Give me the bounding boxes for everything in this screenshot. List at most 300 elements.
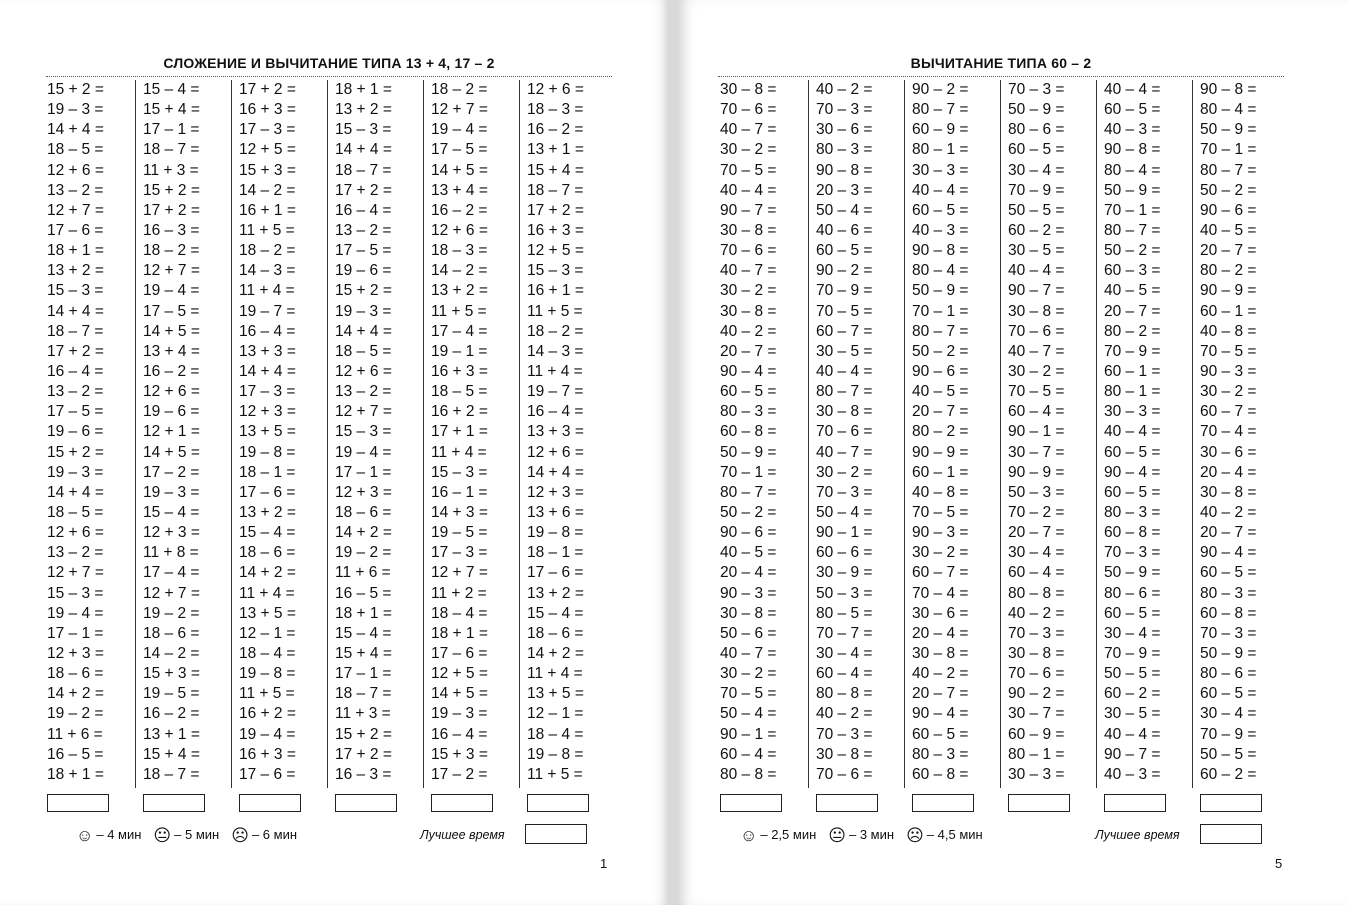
math-problem: 80 – 6 = bbox=[1200, 665, 1257, 683]
math-problem: 14 + 5 = bbox=[143, 443, 200, 461]
column-divider bbox=[231, 80, 232, 788]
math-problem: 50 – 9 = bbox=[1200, 644, 1257, 662]
math-problem: 12 + 3 = bbox=[239, 403, 296, 421]
math-problem: 50 – 5 = bbox=[1200, 745, 1257, 763]
math-problem: 18 + 1 = bbox=[335, 604, 392, 622]
math-problem: 30 – 8 = bbox=[816, 745, 873, 763]
math-problem: 12 + 6 = bbox=[335, 362, 392, 380]
math-problem: 20 – 7 = bbox=[1200, 524, 1257, 542]
math-problem: 19 – 3 = bbox=[335, 302, 392, 320]
math-problem: 90 – 8 = bbox=[1104, 141, 1161, 159]
math-problem: 80 – 7 = bbox=[912, 322, 969, 340]
math-problem: 50 – 2 = bbox=[720, 503, 777, 521]
math-problem: 12 + 6 = bbox=[527, 443, 584, 461]
math-problem: 30 – 9 = bbox=[816, 564, 873, 582]
math-problem: 17 – 6 = bbox=[431, 644, 488, 662]
math-problem: 16 – 2 = bbox=[143, 362, 200, 380]
math-problem: 70 – 9 = bbox=[1104, 644, 1161, 662]
math-problem: 40 – 2 = bbox=[720, 322, 777, 340]
math-problem: 11 + 2 = bbox=[431, 584, 487, 602]
math-problem: 16 – 2 = bbox=[431, 201, 488, 219]
math-problem: 14 + 4 = bbox=[239, 362, 296, 380]
problem-column bbox=[1200, 80, 1256, 785]
legend-time: – 4 мин bbox=[96, 827, 142, 842]
math-problem: 30 – 8 = bbox=[720, 604, 777, 622]
math-problem: 30 – 2 = bbox=[720, 141, 777, 159]
math-problem: 70 – 3 = bbox=[816, 725, 873, 743]
math-problem: 13 + 2 = bbox=[431, 282, 488, 300]
time-entry-box[interactable] bbox=[816, 794, 878, 812]
math-problem: 90 – 7 = bbox=[1008, 282, 1065, 300]
math-problem: 80 – 8 = bbox=[816, 685, 873, 703]
math-problem: 60 – 5 = bbox=[912, 725, 969, 743]
math-problem: 40 – 5 = bbox=[720, 544, 777, 562]
math-problem: 13 + 4 = bbox=[143, 342, 200, 360]
math-problem: 16 + 3 = bbox=[431, 362, 488, 380]
math-problem: 30 – 5 = bbox=[1104, 705, 1161, 723]
math-problem: 16 – 4 = bbox=[335, 201, 392, 219]
math-problem: 11 + 4 = bbox=[527, 665, 583, 683]
math-problem: 70 – 5 = bbox=[816, 302, 873, 320]
math-problem: 17 – 2 = bbox=[431, 765, 488, 783]
math-problem: 60 – 4 = bbox=[720, 745, 777, 763]
math-problem: 15 + 4 = bbox=[143, 745, 200, 763]
column-divider bbox=[519, 80, 520, 788]
column-divider bbox=[327, 80, 328, 788]
math-problem: 80 – 7 = bbox=[912, 101, 969, 119]
math-problem: 60 – 4 = bbox=[816, 665, 873, 683]
math-problem: 15 + 2 = bbox=[143, 181, 200, 199]
math-problem: 16 + 3 = bbox=[239, 745, 296, 763]
math-problem: 15 – 3 = bbox=[431, 463, 488, 481]
math-problem: 19 – 8 = bbox=[239, 443, 296, 461]
math-problem: 40 – 5 = bbox=[912, 383, 969, 401]
time-entry-box[interactable] bbox=[912, 794, 974, 812]
time-entry-box[interactable] bbox=[1200, 794, 1262, 812]
math-problem: 80 – 7 = bbox=[1104, 221, 1161, 239]
math-problem: 17 + 2 = bbox=[335, 745, 392, 763]
math-problem: 18 + 1 = bbox=[431, 624, 488, 642]
math-problem: 18 – 7 = bbox=[335, 685, 392, 703]
math-problem: 40 – 7 = bbox=[720, 644, 777, 662]
math-problem: 19 – 4 = bbox=[143, 282, 200, 300]
legend-item bbox=[740, 826, 816, 846]
math-problem: 12 – 1 = bbox=[239, 624, 296, 642]
math-problem: 20 – 7 = bbox=[1200, 242, 1257, 260]
math-problem: 14 – 2 = bbox=[143, 644, 200, 662]
math-problem: 60 – 8 = bbox=[720, 423, 777, 441]
math-problem: 18 – 7 = bbox=[47, 322, 104, 340]
math-problem: 14 + 3 = bbox=[431, 503, 488, 521]
column-divider bbox=[1096, 80, 1097, 788]
math-problem: 15 + 4 = bbox=[527, 161, 584, 179]
math-problem: 19 – 8 = bbox=[239, 665, 296, 683]
math-problem: 70 – 3 = bbox=[1200, 624, 1257, 642]
math-problem: 19 – 2 = bbox=[143, 604, 200, 622]
time-entry-box[interactable] bbox=[47, 794, 109, 812]
math-problem: 70 – 3 = bbox=[1104, 544, 1161, 562]
math-problem: 40 – 3 = bbox=[1104, 765, 1161, 783]
math-problem: 14 + 4 = bbox=[527, 463, 584, 481]
math-problem: 19 – 4 = bbox=[431, 121, 488, 139]
math-problem: 30 – 8 = bbox=[912, 644, 969, 662]
math-problem: 20 – 4 = bbox=[912, 624, 969, 642]
math-problem: 16 – 4 = bbox=[431, 725, 488, 743]
math-problem: 50 – 9 = bbox=[720, 443, 777, 461]
math-problem: 30 – 6 = bbox=[1200, 443, 1257, 461]
math-problem: 17 + 2 = bbox=[47, 342, 104, 360]
problem-column bbox=[816, 80, 872, 785]
math-problem: 17 – 6 = bbox=[527, 564, 584, 582]
math-problem: 70 – 5 = bbox=[1200, 342, 1257, 360]
left-page bbox=[0, 0, 668, 905]
math-problem: 16 + 1 = bbox=[239, 201, 296, 219]
math-problem: 17 – 1 = bbox=[143, 121, 200, 139]
math-problem: 17 – 5 = bbox=[47, 403, 104, 421]
math-problem: 20 – 4 = bbox=[1200, 463, 1257, 481]
math-problem: 15 – 3 = bbox=[527, 262, 584, 280]
math-problem: 19 – 6 = bbox=[143, 403, 200, 421]
time-entry-box[interactable] bbox=[431, 794, 493, 812]
math-problem: 14 + 5 = bbox=[143, 322, 200, 340]
smile-icon: ☺ bbox=[740, 826, 758, 845]
math-problem: 70 – 6 = bbox=[1008, 322, 1065, 340]
page-title: ВЫЧИТАНИЕ ТИПА 60 – 2 bbox=[910, 55, 1092, 71]
math-problem: 18 – 7 = bbox=[143, 765, 200, 783]
problem-column bbox=[431, 80, 488, 785]
math-problem: 13 + 4 = bbox=[431, 181, 488, 199]
math-problem: 18 – 7 = bbox=[143, 141, 200, 159]
math-problem: 11 + 6 = bbox=[335, 564, 391, 582]
math-problem: 60 – 8 = bbox=[912, 765, 969, 783]
page-title: СЛОЖЕНИЕ И ВЫЧИТАНИЕ ТИПА 13 + 4, 17 – 2 bbox=[163, 55, 495, 71]
math-problem: 30 – 4 = bbox=[816, 644, 873, 662]
math-problem: 80 – 8 = bbox=[720, 765, 777, 783]
math-problem: 15 – 3 = bbox=[335, 121, 392, 139]
math-problem: 90 – 4 = bbox=[1200, 544, 1257, 562]
math-problem: 18 – 4 = bbox=[431, 604, 488, 622]
math-problem: 13 – 2 = bbox=[47, 544, 104, 562]
math-problem: 18 – 5 = bbox=[47, 141, 104, 159]
math-problem: 30 – 8 = bbox=[720, 221, 777, 239]
math-problem: 60 – 5 = bbox=[1104, 604, 1161, 622]
math-problem: 19 – 7 = bbox=[527, 383, 584, 401]
math-problem: 60 – 7 = bbox=[816, 322, 873, 340]
math-problem: 50 – 9 = bbox=[1008, 101, 1065, 119]
math-problem: 90 – 7 = bbox=[720, 201, 777, 219]
time-entry-box[interactable] bbox=[527, 794, 589, 812]
math-problem: 16 – 4 = bbox=[527, 403, 584, 421]
column-divider bbox=[135, 80, 136, 788]
math-problem: 19 – 2 = bbox=[47, 705, 104, 723]
math-problem: 16 – 3 = bbox=[143, 221, 200, 239]
column-divider bbox=[423, 80, 424, 788]
math-problem: 15 – 4 = bbox=[527, 604, 584, 622]
math-problem: 50 – 4 = bbox=[816, 201, 873, 219]
math-problem: 13 + 1 = bbox=[143, 725, 200, 743]
math-problem: 20 – 7 = bbox=[912, 685, 969, 703]
math-problem: 19 – 4 = bbox=[47, 604, 104, 622]
math-problem: 15 + 4 = bbox=[143, 101, 200, 119]
math-problem: 19 – 6 = bbox=[47, 423, 104, 441]
best-time-label: Лучшее время bbox=[1095, 828, 1180, 842]
math-problem: 11 + 4 = bbox=[527, 362, 583, 380]
math-problem: 60 – 7 = bbox=[1200, 403, 1257, 421]
math-problem: 12 + 7 = bbox=[143, 262, 200, 280]
math-problem: 90 – 6 = bbox=[720, 524, 777, 542]
math-problem: 14 + 2 = bbox=[47, 685, 104, 703]
math-problem: 18 – 5 = bbox=[47, 503, 104, 521]
math-problem: 30 – 6 = bbox=[912, 604, 969, 622]
math-problem: 17 – 3 = bbox=[431, 544, 488, 562]
math-problem: 14 + 2 = bbox=[335, 524, 392, 542]
math-problem: 70 – 9 = bbox=[1008, 181, 1065, 199]
book-gutter bbox=[668, 0, 678, 905]
math-problem: 18 – 6 = bbox=[527, 624, 584, 642]
legend-time: – 5 мин bbox=[174, 827, 220, 842]
math-problem: 18 – 1 = bbox=[239, 463, 296, 481]
math-problem: 70 – 9 = bbox=[1200, 725, 1257, 743]
math-problem: 60 – 8 = bbox=[1200, 604, 1257, 622]
math-problem: 19 – 5 = bbox=[431, 524, 488, 542]
math-problem: 18 – 2 = bbox=[239, 242, 296, 260]
math-problem: 16 – 2 = bbox=[527, 121, 584, 139]
math-problem: 50 – 9 = bbox=[1200, 121, 1257, 139]
math-problem: 30 – 6 = bbox=[816, 121, 873, 139]
math-problem: 60 – 2 = bbox=[1008, 221, 1065, 239]
math-problem: 18 – 6 = bbox=[47, 665, 104, 683]
time-entry-box[interactable] bbox=[239, 794, 301, 812]
math-problem: 18 – 2 = bbox=[431, 81, 488, 98]
math-problem: 50 – 6 = bbox=[720, 624, 777, 642]
math-problem: 90 – 3 = bbox=[720, 584, 777, 602]
math-problem: 18 + 1 = bbox=[335, 81, 392, 98]
math-problem: 17 – 3 = bbox=[239, 383, 296, 401]
math-problem: 11 + 4 = bbox=[239, 282, 295, 300]
sad-face-icon: ☹ bbox=[906, 826, 924, 845]
math-problem: 15 + 4 = bbox=[335, 644, 392, 662]
math-problem: 60 – 5 = bbox=[720, 383, 777, 401]
math-problem: 16 + 2 = bbox=[239, 705, 296, 723]
math-problem: 70 – 9 = bbox=[816, 282, 873, 300]
legend-item bbox=[231, 826, 297, 846]
math-problem: 12 + 7 = bbox=[47, 201, 104, 219]
math-problem: 19 – 6 = bbox=[335, 262, 392, 280]
math-problem: 80 – 3 = bbox=[720, 403, 777, 421]
math-problem: 12 + 5 = bbox=[527, 242, 584, 260]
math-problem: 70 – 1 = bbox=[720, 463, 777, 481]
math-problem: 12 + 6 = bbox=[143, 383, 200, 401]
math-problem: 11 + 5 = bbox=[431, 302, 487, 320]
math-problem: 70 – 1 = bbox=[1200, 141, 1257, 159]
math-problem: 12 + 5 = bbox=[431, 665, 488, 683]
time-entry-box[interactable] bbox=[720, 794, 782, 812]
math-problem: 30 – 5 = bbox=[1008, 242, 1065, 260]
math-problem: 19 – 5 = bbox=[143, 685, 200, 703]
math-problem: 80 – 7 = bbox=[816, 383, 873, 401]
math-problem: 17 – 1 = bbox=[47, 624, 104, 642]
math-problem: 11 + 4 = bbox=[431, 443, 487, 461]
math-problem: 12 + 3 = bbox=[527, 483, 584, 501]
math-problem: 60 – 6 = bbox=[816, 544, 873, 562]
math-problem: 40 – 3 = bbox=[912, 221, 969, 239]
math-problem: 12 + 1 = bbox=[143, 423, 200, 441]
math-problem: 30 – 7 = bbox=[1008, 443, 1065, 461]
math-problem: 13 – 2 = bbox=[47, 383, 104, 401]
math-problem: 14 + 4 = bbox=[47, 483, 104, 501]
math-problem: 15 + 3 = bbox=[431, 745, 488, 763]
math-problem: 90 – 8 = bbox=[1200, 81, 1257, 98]
math-problem: 19 – 3 = bbox=[47, 463, 104, 481]
math-problem: 50 – 4 = bbox=[720, 705, 777, 723]
time-entry-box[interactable] bbox=[1104, 794, 1166, 812]
math-problem: 15 + 2 = bbox=[47, 443, 104, 461]
math-problem: 18 – 4 = bbox=[239, 644, 296, 662]
math-problem: 30 – 4 = bbox=[1104, 624, 1161, 642]
math-problem: 15 – 3 = bbox=[47, 584, 104, 602]
problem-column bbox=[720, 80, 776, 785]
math-problem: 30 – 2 = bbox=[912, 544, 969, 562]
math-problem: 17 – 4 = bbox=[431, 322, 488, 340]
smile-icon: ☺ bbox=[76, 826, 94, 845]
math-problem: 30 – 2 = bbox=[816, 463, 873, 481]
math-problem: 80 – 1 = bbox=[1008, 745, 1065, 763]
math-problem: 60 – 5 = bbox=[912, 201, 969, 219]
math-problem: 40 – 4 = bbox=[1104, 81, 1161, 98]
math-problem: 70 – 3 = bbox=[816, 101, 873, 119]
math-problem: 14 – 3 = bbox=[239, 262, 296, 280]
math-problem: 80 – 3 = bbox=[912, 745, 969, 763]
best-time-box[interactable] bbox=[525, 824, 587, 844]
math-problem: 17 – 6 = bbox=[47, 221, 104, 239]
math-problem: 18 – 6 = bbox=[143, 624, 200, 642]
math-problem: 50 – 4 = bbox=[816, 503, 873, 521]
math-problem: 70 – 1 = bbox=[912, 302, 969, 320]
math-problem: 14 + 5 = bbox=[431, 685, 488, 703]
math-problem: 40 – 7 = bbox=[816, 443, 873, 461]
math-problem: 30 – 2 = bbox=[1200, 383, 1257, 401]
math-problem: 19 – 8 = bbox=[527, 524, 584, 542]
math-problem: 15 – 4 = bbox=[239, 524, 296, 542]
math-problem: 18 – 5 = bbox=[335, 342, 392, 360]
best-time-label: Лучшее время bbox=[420, 828, 505, 842]
math-problem: 30 – 8 = bbox=[816, 403, 873, 421]
math-problem: 12 + 3 = bbox=[47, 644, 104, 662]
math-problem: 12 + 6 = bbox=[47, 524, 104, 542]
math-problem: 15 + 3 = bbox=[143, 665, 200, 683]
time-entry-box[interactable] bbox=[1008, 794, 1070, 812]
math-problem: 90 – 4 = bbox=[912, 705, 969, 723]
math-problem: 12 + 7 = bbox=[143, 584, 200, 602]
math-problem: 30 – 7 = bbox=[1008, 705, 1065, 723]
time-entry-box[interactable] bbox=[335, 794, 397, 812]
math-problem: 16 – 4 = bbox=[239, 322, 296, 340]
math-problem: 12 + 6 = bbox=[527, 81, 584, 98]
math-problem: 17 – 2 = bbox=[143, 463, 200, 481]
math-problem: 18 – 3 = bbox=[527, 101, 584, 119]
math-problem: 80 – 1 = bbox=[1104, 383, 1161, 401]
math-problem: 80 – 2 = bbox=[912, 423, 969, 441]
math-problem: 90 – 7 = bbox=[1104, 745, 1161, 763]
math-problem: 50 – 3 = bbox=[1008, 483, 1065, 501]
math-problem: 19 – 3 = bbox=[143, 483, 200, 501]
math-problem: 14 + 4 = bbox=[335, 141, 392, 159]
math-problem: 18 – 2 = bbox=[527, 322, 584, 340]
math-problem: 20 – 4 = bbox=[720, 564, 777, 582]
math-problem: 90 – 1 = bbox=[1008, 423, 1065, 441]
math-problem: 12 + 5 = bbox=[239, 141, 296, 159]
column-divider bbox=[904, 80, 905, 788]
math-problem: 40 – 2 = bbox=[816, 81, 873, 98]
math-problem: 90 – 8 = bbox=[912, 242, 969, 260]
math-problem: 50 – 5 = bbox=[1104, 665, 1161, 683]
math-problem: 15 + 2 = bbox=[335, 282, 392, 300]
math-problem: 70 – 6 = bbox=[1008, 665, 1065, 683]
math-problem: 30 – 3 = bbox=[1104, 403, 1161, 421]
math-problem: 18 – 5 = bbox=[431, 383, 488, 401]
math-problem: 30 – 2 = bbox=[1008, 362, 1065, 380]
math-problem: 20 – 7 = bbox=[1104, 302, 1161, 320]
math-problem: 90 – 4 = bbox=[720, 362, 777, 380]
math-problem: 11 + 5 = bbox=[527, 302, 583, 320]
math-problem: 17 + 2 = bbox=[143, 201, 200, 219]
math-problem: 14 + 2 = bbox=[527, 644, 584, 662]
math-problem: 90 – 1 = bbox=[816, 524, 873, 542]
math-problem: 17 – 5 = bbox=[143, 302, 200, 320]
math-problem: 12 + 3 = bbox=[143, 524, 200, 542]
math-problem: 30 – 4 = bbox=[1008, 544, 1065, 562]
math-problem: 50 – 3 = bbox=[816, 584, 873, 602]
math-problem: 40 – 2 = bbox=[1200, 503, 1257, 521]
math-problem: 17 – 6 = bbox=[239, 765, 296, 783]
title-rule bbox=[46, 76, 612, 77]
math-problem: 13 – 2 = bbox=[335, 383, 392, 401]
math-problem: 40 – 6 = bbox=[816, 221, 873, 239]
math-problem: 17 + 2 = bbox=[239, 81, 296, 98]
math-problem: 80 – 6 = bbox=[1104, 584, 1161, 602]
math-problem: 19 – 3 = bbox=[431, 705, 488, 723]
math-problem: 14 + 4 = bbox=[335, 322, 392, 340]
math-problem: 16 + 3 = bbox=[239, 101, 296, 119]
math-problem: 40 – 7 = bbox=[720, 121, 777, 139]
math-problem: 80 – 3 = bbox=[816, 141, 873, 159]
problem-column bbox=[527, 80, 584, 785]
math-problem: 19 – 3 = bbox=[47, 101, 104, 119]
math-problem: 14 + 4 = bbox=[47, 302, 104, 320]
math-problem: 50 – 5 = bbox=[1008, 201, 1065, 219]
math-problem: 80 – 2 = bbox=[1104, 322, 1161, 340]
math-problem: 16 – 4 = bbox=[47, 362, 104, 380]
math-problem: 70 – 1 = bbox=[1104, 201, 1161, 219]
math-problem: 90 – 6 = bbox=[1200, 201, 1257, 219]
math-problem: 50 – 9 = bbox=[1104, 564, 1161, 582]
math-problem: 15 – 4 = bbox=[143, 503, 200, 521]
problem-column bbox=[335, 80, 392, 785]
math-problem: 40 – 2 = bbox=[816, 705, 873, 723]
math-problem: 60 – 5 = bbox=[816, 242, 873, 260]
best-time-box[interactable] bbox=[1200, 824, 1262, 844]
math-problem: 16 + 3 = bbox=[527, 221, 584, 239]
legend-item bbox=[906, 826, 983, 846]
math-problem: 12 + 7 = bbox=[431, 564, 488, 582]
math-problem: 60 – 5 = bbox=[1008, 141, 1065, 159]
math-problem: 70 – 6 = bbox=[720, 242, 777, 260]
math-problem: 30 – 8 = bbox=[720, 81, 777, 98]
math-problem: 40 – 7 = bbox=[720, 262, 777, 280]
legend-item bbox=[828, 826, 894, 846]
time-entry-box[interactable] bbox=[143, 794, 205, 812]
math-problem: 13 + 3 = bbox=[527, 423, 584, 441]
